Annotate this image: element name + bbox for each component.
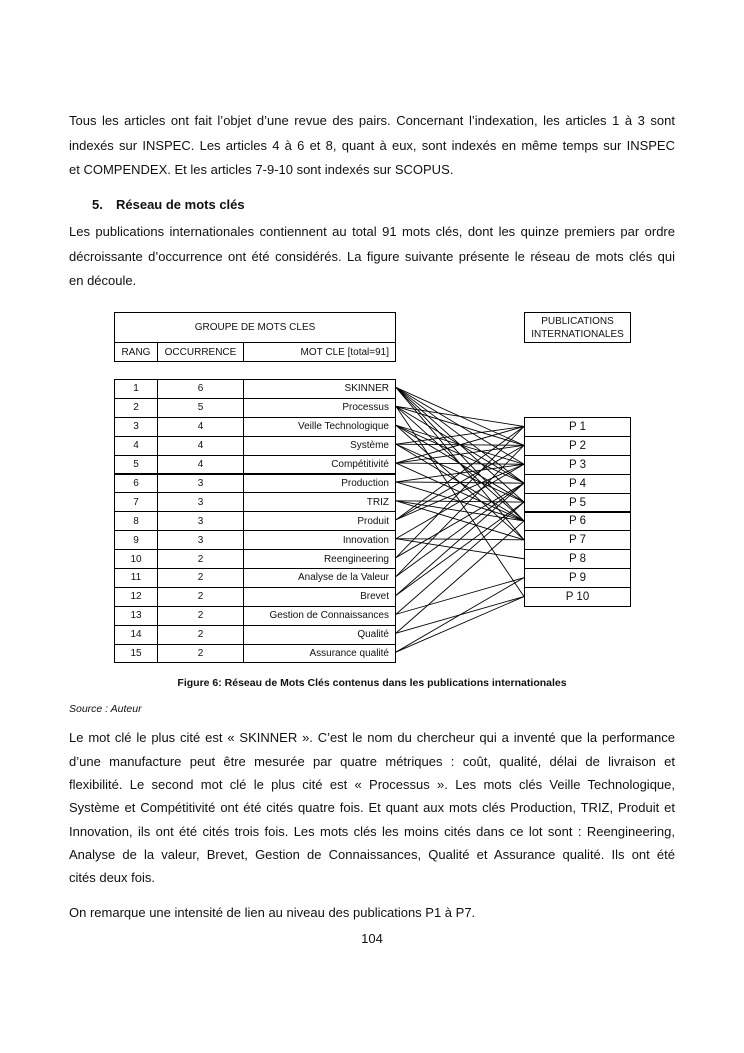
publication-4: P 4 — [524, 474, 631, 494]
keyword-rank: 1 — [114, 379, 158, 399]
col-rang-header: RANG — [114, 342, 158, 362]
publication-9: P 9 — [524, 568, 631, 588]
edge-keyword-5-p3 — [396, 463, 524, 464]
edge-keyword-15-p10 — [396, 597, 524, 653]
publication-2: P 2 — [524, 436, 631, 456]
keyword-label: Qualité — [243, 625, 396, 645]
publication-5: P 5 — [524, 493, 631, 513]
keyword-occurrence: 4 — [157, 436, 244, 456]
keyword-rank: 10 — [114, 549, 158, 569]
text-line: Système et Compétitivité ont été cités quatre fois. Et quant aux mots clés Production, TRIZ, Produit et — [69, 800, 675, 815]
keyword-occurrence: 3 — [157, 511, 244, 531]
keyword-label: Produit — [243, 511, 396, 531]
keyword-occurrence: 5 — [157, 398, 244, 418]
edge-keyword-13-p5 — [396, 502, 524, 614]
text-line: indexés sur INSPEC. Les articles 4 à 6 et 8, quant à eux, sont indexés en même temps sur INSPEC — [69, 138, 675, 153]
keyword-occurrence: 4 — [157, 455, 244, 475]
keyword-label: Assurance qualité — [243, 644, 396, 664]
publication-3: P 3 — [524, 455, 631, 475]
keyword-occurrence: 2 — [157, 625, 244, 645]
keyword-rank: 9 — [114, 530, 158, 550]
keyword-rank: 15 — [114, 644, 158, 664]
edge-keyword-11-p2 — [396, 445, 524, 576]
keyword-rank: 6 — [114, 474, 158, 494]
keyword-rank: 4 — [114, 436, 158, 456]
keyword-label: Brevet — [243, 587, 396, 607]
edge-keyword-5-p2 — [396, 445, 524, 463]
keyword-label: Innovation — [243, 530, 396, 550]
keyword-rank: 8 — [114, 511, 158, 531]
text-line: Innovation, ils ont été cités trois fois. Les mots clés les moins cités dans ce lot sont : Reengineering, — [69, 824, 675, 839]
keyword-rank: 5 — [114, 455, 158, 475]
text-line: flexibilité. Le second mot clé le plus cité est « Processus ». Les mots clés Veille Technologique, — [69, 777, 675, 792]
keyword-occurrence: 3 — [157, 492, 244, 512]
text-line: cités deux fois. — [69, 870, 155, 885]
text-line: d’une manufacture peut être mesurée par quatre métriques : coût, qualité, délai de livraison et — [69, 754, 675, 769]
page-number: 104 — [361, 931, 383, 946]
keyword-label: TRIZ — [243, 492, 396, 512]
edge-keyword-11-p4 — [396, 483, 524, 576]
text-line: en découle. — [69, 273, 137, 288]
publications-header: PUBLICATIONS INTERNATIONALES — [524, 312, 631, 343]
section-title: Réseau de mots clés — [116, 197, 245, 212]
keyword-occurrence: 2 — [157, 606, 244, 626]
text-line: Les publications internationales contiennent au total 91 mots clés, dont les quinze premiers par ordre — [69, 224, 675, 239]
keyword-occurrence: 2 — [157, 644, 244, 664]
keyword-label: Reengineering — [243, 549, 396, 569]
edge-keyword-10-p4 — [396, 483, 524, 557]
publication-8: P 8 — [524, 549, 631, 569]
col-occurrence-header: OCCURRENCE — [157, 342, 244, 362]
text-line: Le mot clé le plus cité est « SKINNER ». C’est le nom du chercheur qui a inventé que la performance — [69, 730, 675, 745]
publication-6: P 6 — [524, 512, 631, 532]
text-line: décroissante d’occurrence ont été considérés. La figure suivante présente le réseau de mots clés qui — [69, 249, 675, 264]
edge-keyword-12-p5 — [396, 502, 524, 595]
publication-7: P 7 — [524, 530, 631, 550]
edge-keyword-2-p2 — [396, 406, 524, 445]
keyword-rank: 7 — [114, 492, 158, 512]
keyword-label: SKINNER — [243, 379, 396, 399]
keyword-rank: 14 — [114, 625, 158, 645]
keyword-label: Production — [243, 474, 396, 494]
edge-keyword-8-p1 — [396, 426, 524, 519]
keyword-rank: 3 — [114, 417, 158, 437]
keyword-rank: 11 — [114, 568, 158, 588]
group-header: GROUPE DE MOTS CLES — [114, 312, 396, 343]
keyword-label: Processus — [243, 398, 396, 418]
edge-keyword-13-p9 — [396, 578, 524, 615]
keyword-occurrence: 6 — [157, 379, 244, 399]
paragraph-conclusion: On remarque une intensité de lien au niveau des publications P1 à P7. — [69, 905, 476, 920]
publication-1: P 1 — [524, 417, 631, 437]
publication-10: P 10 — [524, 587, 631, 607]
keyword-occurrence: 2 — [157, 549, 244, 569]
section-number: 5. — [92, 197, 103, 212]
text-line: Tous les articles ont fait l’objet d’une revue des pairs. Concernant l’indexation, les articles 1 à 3 sont — [69, 113, 675, 128]
keyword-label: Compétitivité — [243, 455, 396, 475]
figure-caption: Figure 6: Réseau de Mots Clés contenus dans les publications internationales — [177, 677, 567, 689]
text-line: Analyse de la valeur, Brevet, Gestion de Connaissances, Qualité et Assurance qualité. Ils ont été — [69, 847, 675, 862]
keyword-label: Système — [243, 436, 396, 456]
keyword-rank: 12 — [114, 587, 158, 607]
keyword-occurrence: 2 — [157, 568, 244, 588]
keyword-label: Analyse de la Valeur — [243, 568, 396, 588]
keyword-label: Gestion de Connaissances — [243, 606, 396, 626]
keyword-rank: 2 — [114, 398, 158, 418]
text-line: et COMPENDEX. Et les articles 7-9-10 sont indexés sur SCOPUS. — [69, 162, 454, 177]
col-motcle-header: MOT CLE [total=91] — [243, 342, 396, 362]
edge-keyword-15-p9 — [396, 578, 524, 652]
keyword-occurrence: 2 — [157, 587, 244, 607]
keyword-label: Veille Technologique — [243, 417, 396, 437]
keyword-occurrence: 4 — [157, 417, 244, 437]
keyword-occurrence: 3 — [157, 474, 244, 494]
keyword-occurrence: 3 — [157, 530, 244, 550]
figure-source: Source : Auteur — [69, 703, 142, 715]
keyword-rank: 13 — [114, 606, 158, 626]
